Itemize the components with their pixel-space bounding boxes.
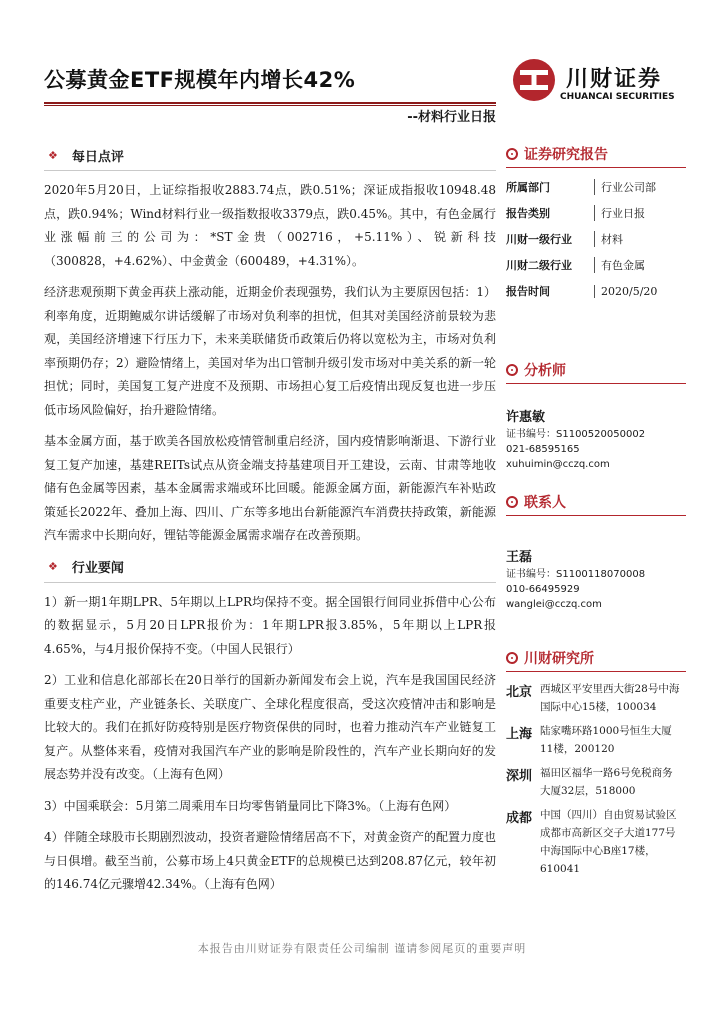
sidebar-heading-text: 分析师 (524, 363, 566, 379)
info-label: 川财一级行业 (506, 233, 572, 246)
office-city: 深圳 (506, 769, 533, 784)
news-item: 3）中国乘联会：5月第二周乘用车日均零售销量同比下降3%。（上海有色网） (44, 798, 457, 813)
analyst-card (506, 406, 686, 472)
office-address: 陆家嘴环路1000号恒生大厦11楼，200120 (540, 725, 672, 755)
office-address: 福田区福华一路6号免税商务大厦32层，518000 (540, 767, 673, 797)
report-info (506, 174, 686, 304)
analyst-email[interactable]: xuhuimin@cczq.com (506, 459, 610, 470)
main-content (44, 146, 496, 905)
section-divider (44, 170, 496, 171)
office-list (506, 680, 686, 878)
info-value: 材料 (594, 231, 623, 247)
sidebar-heading-text: 证券研究报告 (524, 147, 608, 163)
info-label: 报告时间 (506, 285, 550, 298)
ring-bullet-icon (506, 364, 518, 376)
sidebar-heading-text: 川财研究所 (524, 651, 594, 667)
diamond-bullet-icon: ❖ (48, 148, 58, 162)
contact-name: 王磊 (506, 550, 533, 565)
info-value: 行业公司部 (594, 179, 656, 195)
section-divider (44, 582, 496, 583)
info-row (506, 252, 686, 278)
office-city: 北京 (506, 685, 533, 700)
info-row (506, 200, 686, 226)
ring-bullet-icon (506, 496, 518, 508)
section-industry-news (44, 558, 496, 897)
office-address: 西城区平安里西大街28号中海国际中心15楼，100034 (540, 683, 680, 713)
analyst-phone: 021-68595165 (506, 444, 580, 455)
sidebar-heading (506, 360, 686, 384)
info-value: 有色金属 (594, 257, 645, 273)
info-value: 行业日报 (594, 205, 645, 221)
paragraph: 经济悲观预期下黄金再获上涨动能，近期金价表现强势，我们认为主要原因包括：1）利率角度，近期鲍威尔讲话缓解了市场对负利率的担忧，但其对美国经济前景较为悲观，美国经济增速下行压力下，未来美联储货币政策后仍将以宽松为主，市场对负利率预期仍存；2）避险情绪上，美国对华为出口管制升级引发市场对中美关系的新一轮担忧；同时，美国复工复产进度不及预期、市场担心复工后疫情出现反复也进一步压低市场风险偏好，抬升避险情绪。 (44, 285, 496, 417)
analyst-cert: 证书编号：S1100520050002 (506, 429, 646, 440)
office-item (506, 806, 686, 878)
sidebar-heading (506, 492, 686, 516)
section-title: 每日点评 (71, 149, 124, 165)
ring-bullet-icon (506, 148, 518, 160)
page-title: 公募黄金ETF规模年内增长42% (44, 68, 356, 92)
paragraph: 基本金属方面，基于欧美各国放松疫情管制重启经济，国内疫情影响渐退、下游行业复工复产加速，基建REITs试点从资金端支持基建项目开工建设，云南、甘肃等地收储有色金属等因素，基本金属需求端或环比回暖。能源金属方面，新能源汽车补贴政策延长2022年、叠加上海、四川、广东等多地出台新能源汽车消费扶持政策，新能源汽车需求中长期向好，锂钴等能源金属需求端存在改善预期。 (44, 434, 496, 542)
report-subtitle: --材料行业日报 (407, 110, 496, 125)
brand-name: 川财证券 (566, 67, 663, 92)
analyst-name: 许惠敏 (506, 410, 546, 425)
info-row (506, 226, 686, 252)
office-item (506, 722, 686, 758)
section-title: 行业要闻 (71, 561, 124, 576)
office-item (506, 680, 686, 716)
diamond-bullet-icon: ❖ (48, 560, 58, 573)
office-item (506, 764, 686, 800)
footer-disclaimer: 本报告由川财证券有限责任公司编制 谨请参阅尾页的重要声明 (197, 942, 527, 955)
news-item: 4）伴随全球股市长期剧烈波动，投资者避险情绪居高不下，对黄金资产的配置力度也与日俱增。截至当前，公募市场上4只黄金ETF的总规模已达到208.87亿元，较年初的146.74亿元骤增42.34%。（上海有色网） (44, 830, 496, 891)
sidebar-heading (506, 144, 686, 168)
office-city: 成都 (506, 811, 533, 826)
contact-cert: 证书编号：S1100118070008 (506, 569, 646, 580)
office-city: 上海 (506, 727, 533, 742)
office-address: 中国（四川）自由贸易试验区成都市高新区交子大道177号中海国际中心B座17楼，610041 (540, 809, 677, 875)
chuancai-logo-icon (512, 58, 556, 102)
info-label: 报告类别 (506, 207, 550, 220)
section-heading (44, 146, 496, 164)
section-heading (44, 558, 496, 576)
info-label: 川财二级行业 (506, 259, 572, 272)
info-label: 所属部门 (506, 181, 550, 194)
sidebar (506, 144, 686, 884)
paragraph: 2020年5月20日，上证综指报收2883.74点，跌0.51%；深证成指报收10948.48点，跌0.94%；Wind材料行业一级指数报收3379点，跌0.45%。其中，有色金属行业涨幅前三的公司为：*ST金贵（002716，+5.11%）、锐新科技（300828，+4.62%）、中金黄金（600489，+4.31%）。 (44, 183, 496, 268)
news-item: 1）新一期1年期LPR、5年期以上LPR均保持不变。据全国银行间同业拆借中心公布的数据显示，5月20日LPR报价为：1年期LPR报3.85%，5年期以上LPR报4.65%，与4月报价保持不变。（中国人民银行） (44, 594, 496, 656)
info-row (506, 278, 686, 304)
section-daily-review (44, 146, 496, 548)
sidebar-heading-text: 联系人 (524, 495, 566, 511)
news-item: 2）工业和信息化部部长在20日举行的国新办新闻发布会上说，汽车是我国国民经济重要支柱产业，产业链条长、关联度广、全球化程度很高，受这次疫情冲击和影响是比较大的。我们在抓好防疫特别是医疗物资保供的同时，也着力推动汽车产业链复工复产。从整体来看，疫情对我国汽车产业的影响是阶段性的，汽车产业长期向好的发展态势并没有改变。（上海有色网） (44, 673, 496, 781)
info-value: 2020/5/20 (594, 285, 657, 298)
ring-bullet-icon (506, 652, 518, 664)
contact-card (506, 546, 686, 612)
info-row (506, 174, 686, 200)
contact-email[interactable]: wanglei@cczq.com (506, 599, 602, 610)
contact-phone: 010-66495929 (506, 584, 580, 595)
brand-name-english: CHUANCAI SECURITIES (560, 92, 675, 102)
header-divider (44, 102, 496, 104)
sidebar-heading (506, 648, 686, 672)
